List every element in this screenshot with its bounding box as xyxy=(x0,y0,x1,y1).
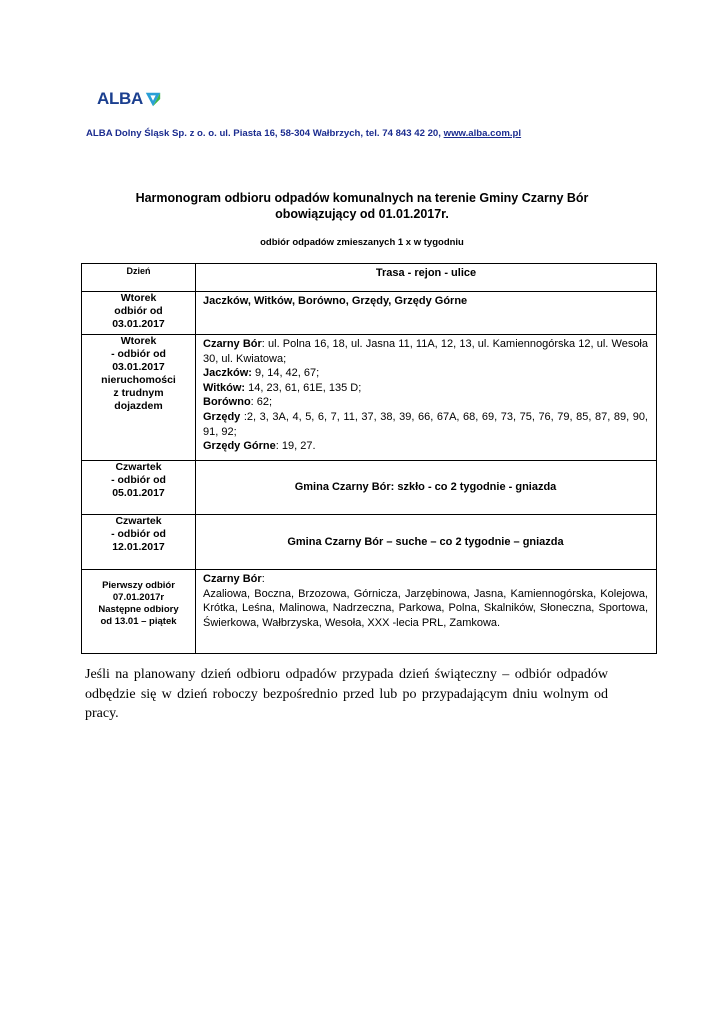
route-entry xyxy=(203,395,648,410)
company-address xyxy=(86,128,521,139)
day-line: od 13.01 – piątek xyxy=(100,616,177,627)
day-cell xyxy=(82,515,196,570)
route-label: Borówno xyxy=(203,396,251,409)
day-line: nieruchomości xyxy=(101,374,176,386)
title-line-2: obowiązujący od 01.01.2017r. xyxy=(275,207,449,221)
header-route: Trasa - rejon - ulice xyxy=(196,264,657,292)
table-row xyxy=(82,335,657,461)
route-label-suffix: : xyxy=(261,573,265,585)
route-cell xyxy=(196,570,657,654)
route-cell xyxy=(196,292,657,335)
route-entry xyxy=(203,410,648,439)
day-line: odbiór od xyxy=(114,305,163,317)
route-entry xyxy=(203,337,648,366)
route-label: Grzędy Górne xyxy=(203,440,276,453)
day-cell xyxy=(82,570,196,654)
day-line: 07.01.2017r xyxy=(112,592,165,603)
table-row xyxy=(82,570,657,654)
schedule-table xyxy=(81,263,657,654)
alba-logo xyxy=(97,89,162,109)
route-detail: 9, 14, 42, 67; xyxy=(251,367,320,380)
route-label: Witków: xyxy=(203,381,246,394)
day-line: Następne odbiory xyxy=(98,604,179,615)
route-detail: Azaliowa, Boczna, Brzozowa, Górnicza, Jarzębinowa, Jasna, Kamiennogórska, Kolejowa, Krótka, Leśna, Malinowa, Nadrzeczna, Parkowa, Polna, Skalników, Słoneczna, Sportowa, Świerkowa, Wałbrzyska, Wesoła, XXX -lecia PRL, Zamkowa. xyxy=(203,587,648,629)
day-cell xyxy=(82,292,196,335)
route-label: Czarny Bór xyxy=(203,338,262,350)
table-row xyxy=(82,461,657,515)
route-entry xyxy=(203,439,648,454)
day-line: 03.01.2017 xyxy=(112,318,165,330)
route-cell: Gmina Czarny Bór: szkło - co 2 tygodnie - gniazda xyxy=(196,461,657,515)
address-text: ALBA Dolny Śląsk Sp. z o. o. ul. Piasta 16, 58-304 Wałbrzych, tel. 74 843 42 20, xyxy=(86,128,444,139)
day-line: Czwartek xyxy=(115,515,162,527)
day-line: 12.01.2017 xyxy=(112,541,165,553)
route-entry xyxy=(203,572,648,587)
day-line: 05.01.2017 xyxy=(112,487,165,499)
document-title xyxy=(62,190,662,222)
day-line: z trudnym xyxy=(113,387,164,399)
header-day: Dzień xyxy=(82,264,196,292)
day-line: Pierwszy odbiór xyxy=(102,580,175,591)
day-line: - odbiór od xyxy=(111,528,166,540)
day-line: Wtorek xyxy=(120,335,157,347)
route-label: Czarny Bór xyxy=(203,573,262,585)
route-label: Grzędy xyxy=(203,410,241,423)
route-entry xyxy=(203,381,648,396)
route-cell: Gmina Czarny Bór – suche – co 2 tygodnie – gniazda xyxy=(196,515,657,570)
route-detail: : 19, 27. xyxy=(275,440,316,453)
table-row xyxy=(82,292,657,335)
logo-text: ALBA xyxy=(97,89,144,108)
route-detail: : 62; xyxy=(250,396,273,409)
route-detail: : ul. Polna 16, 18, ul. Jasna 11, 11A, 12, 13, ul. Kamiennogórska 12, ul. Wesoła 30, ul. Kwiatowa; xyxy=(203,338,648,365)
day-line: Czwartek xyxy=(115,461,162,473)
day-line: Wtorek xyxy=(120,292,157,304)
table-header-row xyxy=(82,264,657,292)
day-line: dojazdem xyxy=(114,400,163,412)
website-link[interactable]: www.alba.com.pl xyxy=(443,128,522,139)
route-cell xyxy=(196,335,657,461)
route-text: Jaczków, Witków, Borówno, Grzędy, Grzędy Górne xyxy=(203,295,468,307)
document-subtitle: odbiór odpadów zmieszanych 1 x w tygodniu xyxy=(260,237,464,248)
alba-logo-mark-icon xyxy=(144,90,162,108)
day-cell xyxy=(82,461,196,515)
day-cell xyxy=(82,335,196,461)
day-line: - odbiór od xyxy=(111,474,166,486)
route-detail: :2, 3, 3A, 4, 5, 6, 7, 11, 37, 38, 39, 66, 67A, 68, 69, 73, 75, 76, 79, 85, 87, 89, 90, 91, 92; xyxy=(203,410,648,438)
route-entry xyxy=(203,366,648,381)
route-label: Jaczków: xyxy=(203,367,252,380)
table-row xyxy=(82,515,657,570)
day-line: - odbiór od xyxy=(111,348,166,360)
holiday-note: Jeśli na planowany dzień odbioru odpadów przypada dzień świąteczny – odbiór odpadów odbędzie się w dzień roboczy bezpośrednio przed lub po przypadającym dniu wolnym od pracy. xyxy=(85,667,608,721)
route-detail: 14, 23, 61, 61E, 135 D; xyxy=(245,381,362,394)
day-line: 03.01.2017 xyxy=(112,361,165,373)
title-line-1: Harmonogram odbioru odpadów komunalnych na terenie Gminy Czarny Bór xyxy=(135,191,589,205)
